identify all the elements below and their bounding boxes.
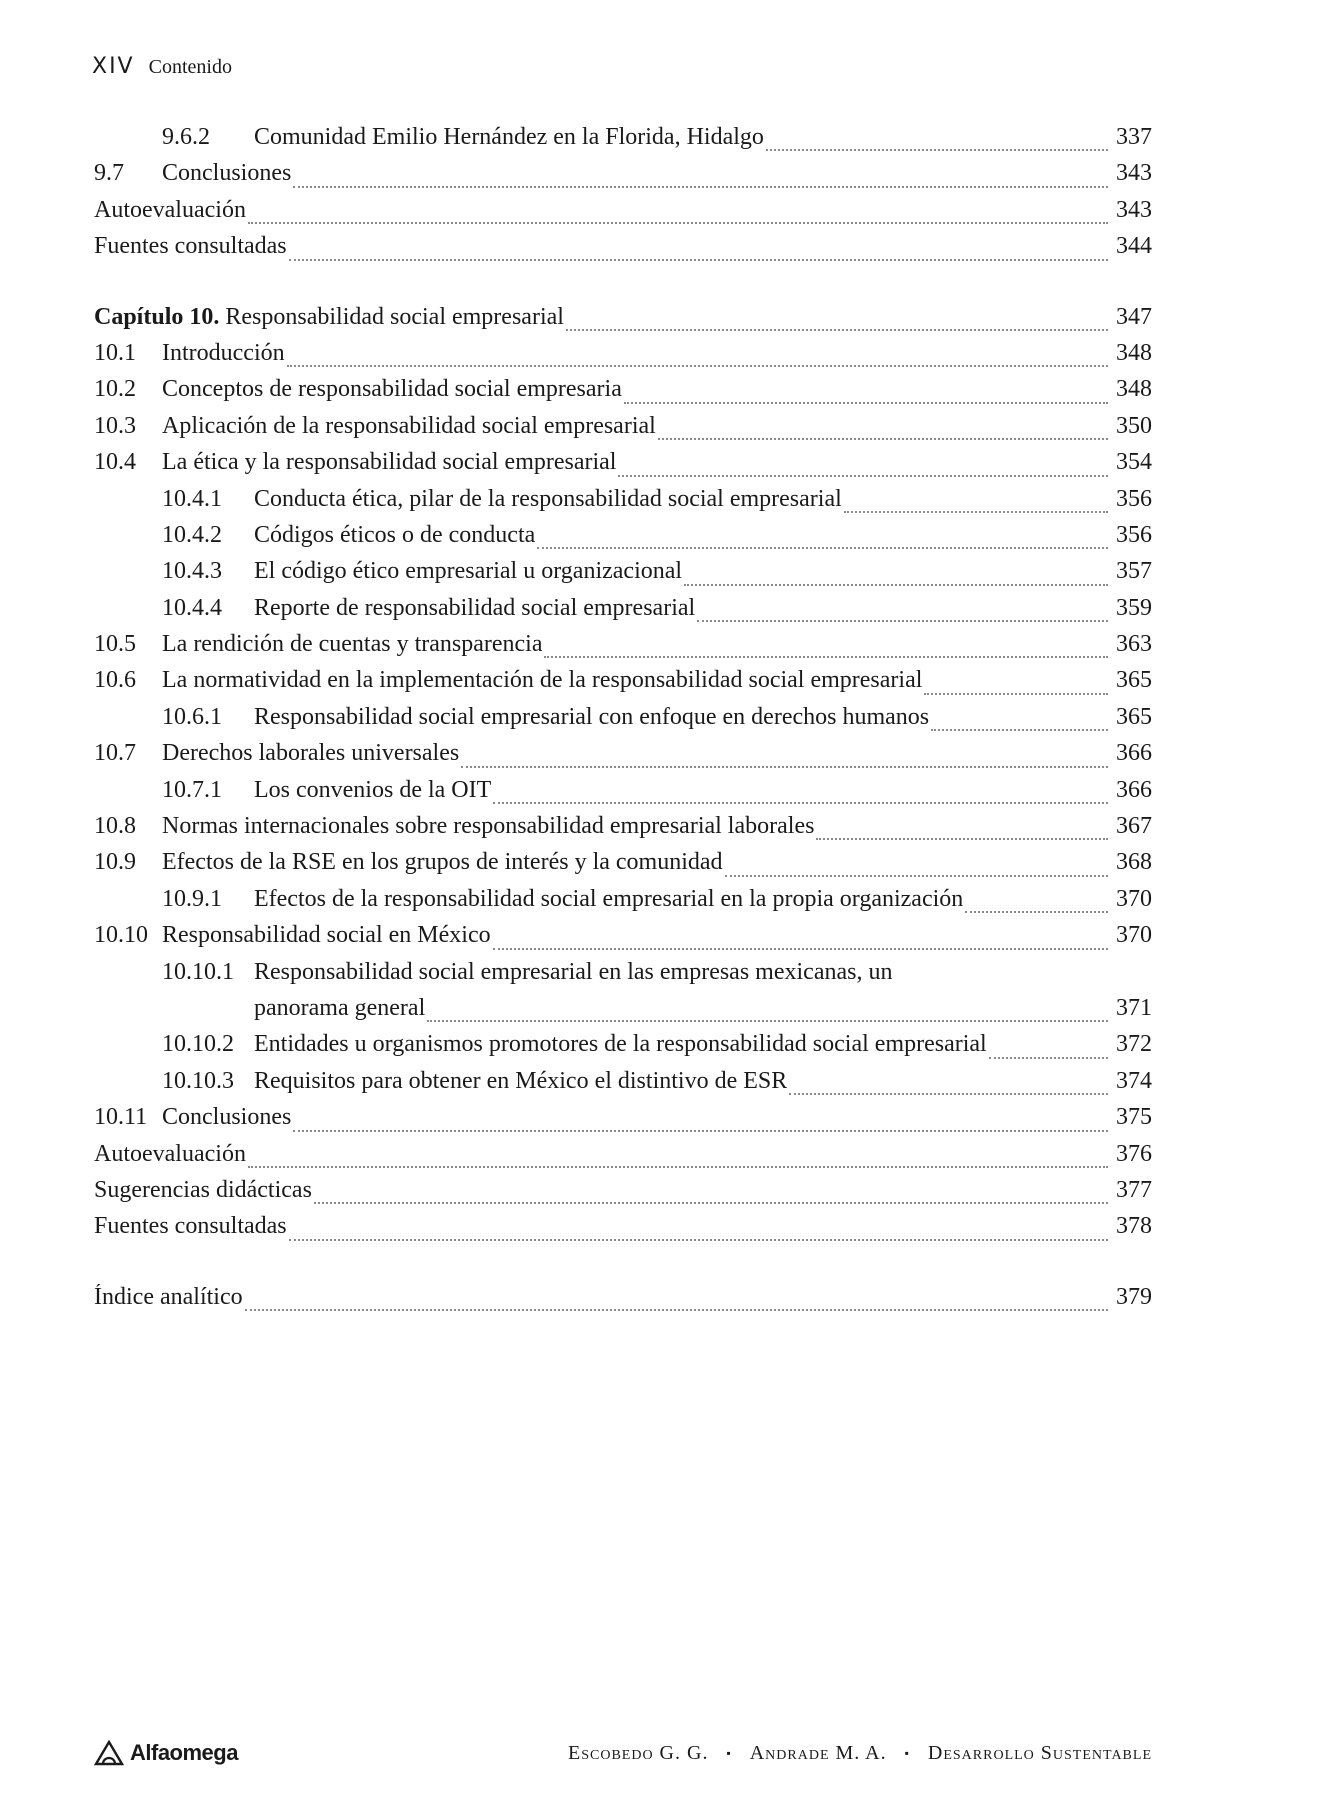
toc-entry [94, 413, 1152, 449]
toc-entry-page: 375 [1116, 1104, 1152, 1131]
toc-entry-title: Introducción [162, 339, 285, 366]
dot-leader [293, 1130, 1108, 1132]
section-title: Contenido [148, 56, 232, 78]
chapter-title: Responsabilidad social empresarial [219, 303, 564, 330]
dot-leader [493, 948, 1108, 950]
dot-leader [618, 475, 1108, 477]
toc-entry [94, 304, 1152, 340]
dot-leader [287, 365, 1108, 367]
toc-entry-page: 359 [1116, 594, 1152, 621]
toc-entry-number: 10.7.1 [162, 776, 222, 803]
toc-entry-number: 10.2 [94, 376, 136, 403]
toc-entry-page: 365 [1116, 667, 1152, 694]
dot-leader [658, 438, 1108, 440]
dot-leader [789, 1093, 1108, 1095]
toc-entry-number: 10.1 [94, 339, 136, 366]
toc-entry [94, 197, 1152, 233]
toc-entry [94, 1031, 1152, 1067]
toc-entry-page: 354 [1116, 449, 1152, 476]
toc-entry-title: Los convenios de la OIT [254, 776, 492, 803]
toc-entry-title: Efectos de la RSE en los grupos de interés y la comunidad [162, 849, 723, 876]
toc-entry-title: La normatividad en la implementación de la responsabilidad social empresarial [162, 667, 923, 694]
dot-leader [245, 1309, 1108, 1311]
toc-entry-title: Conceptos de responsabilidad social empresaria [162, 376, 622, 403]
toc-entry [94, 740, 1152, 776]
toc-entry-title: La rendición de cuentas y transparencia [162, 631, 543, 658]
dot-leader [931, 729, 1108, 731]
page-header [92, 54, 232, 79]
dot-leader [248, 222, 1108, 224]
dot-leader [289, 1239, 1108, 1241]
dot-leader [924, 693, 1108, 695]
toc-entry-page: 356 [1116, 521, 1152, 548]
chapter-label: Capítulo 10. [94, 303, 220, 330]
toc-entry-title: Normas internacionales sobre responsabilidad empresarial laborales [162, 813, 815, 840]
toc-entry-title: Códigos éticos o de conducta [254, 521, 536, 548]
toc-entry [94, 124, 1152, 160]
toc-entry-title: Conclusiones [162, 1104, 292, 1131]
dot-leader [816, 838, 1108, 840]
toc-entry [94, 449, 1152, 485]
toc-entry-page: 344 [1116, 233, 1152, 260]
toc-entry-title: La ética y la responsabilidad social empresarial [162, 449, 617, 476]
toc-entry-title: Conducta ética, pilar de la responsabilidad social empresarial [254, 485, 842, 512]
toc-entry-title: Fuentes consultadas [94, 1213, 287, 1240]
table-of-contents [94, 124, 1152, 1320]
toc-entry-title: Índice analítico [94, 1283, 243, 1310]
publisher-name: Alfaomega [130, 1740, 238, 1765]
toc-entry-title: Autoevaluación [94, 1140, 246, 1167]
toc-entry [94, 886, 1152, 922]
toc-entry-number: 10.4.4 [162, 594, 222, 621]
page-number: XIV [92, 54, 135, 79]
toc-entry-page: 343 [1116, 196, 1152, 223]
toc-entry-number: 9.7 [94, 160, 124, 187]
toc-entry [94, 813, 1152, 849]
toc-entry [94, 1284, 1152, 1320]
dot-leader [725, 875, 1108, 877]
dot-leader [965, 911, 1108, 913]
toc-entry-title: Requisitos para obtener en México el distintivo de ESR [254, 1067, 788, 1094]
toc-entry-number: 10.4.1 [162, 485, 222, 512]
dot-leader [844, 511, 1108, 513]
toc-entry-page: 365 [1116, 703, 1152, 730]
toc-entry-number: 10.4 [94, 449, 136, 476]
toc-entry-title: Sugerencias didácticas [94, 1176, 312, 1203]
dot-leader [989, 1057, 1108, 1059]
toc-entry-page: 366 [1116, 776, 1152, 803]
publisher-logo [94, 1740, 238, 1766]
toc-entry-title: Efectos de la responsabilidad social empresarial en la propia organización [254, 885, 964, 912]
separator-2: ▪ [904, 1745, 910, 1760]
toc-entry-number: 10.10.3 [162, 1067, 234, 1094]
dot-leader [493, 802, 1108, 804]
toc-entry-number: 10.4.3 [162, 558, 222, 585]
dot-leader [461, 766, 1108, 768]
toc-entry-title: Autoevaluación [94, 196, 246, 223]
toc-entry-title: El código ético empresarial u organizacional [254, 558, 683, 585]
dot-leader [427, 1020, 1108, 1022]
toc-entry-page: 368 [1116, 849, 1152, 876]
toc-entry [94, 995, 1152, 1031]
toc-entry-page: 370 [1116, 885, 1152, 912]
dot-leader [544, 656, 1108, 658]
toc-entry-number: 10.6.1 [162, 703, 222, 730]
alfaomega-logo-icon [94, 1740, 124, 1766]
toc-entry [94, 959, 1152, 995]
dot-leader [289, 259, 1108, 261]
toc-entry [94, 595, 1152, 631]
dot-leader [684, 584, 1108, 586]
book-credits [568, 1742, 1152, 1765]
toc-entry-number: 10.11 [94, 1104, 148, 1131]
book-title: Desarrollo Sustentable [927, 1741, 1152, 1764]
dot-leader [624, 402, 1108, 404]
toc-entry-number: 10.6 [94, 667, 136, 694]
toc-entry-page: 347 [1116, 303, 1152, 330]
toc-entry-title: Responsabilidad social empresarial con enfoque en derechos humanos [254, 703, 930, 730]
toc-entry-number: 10.8 [94, 813, 136, 840]
page-footer [94, 1740, 1152, 1766]
toc-entry-number: 10.9 [94, 849, 136, 876]
toc-entry [94, 340, 1152, 376]
toc-entry-title: Entidades u organismos promotores de la responsabilidad social empresarial [254, 1031, 987, 1058]
toc-entry [94, 233, 1152, 269]
toc-entry-number: 10.10.1 [162, 958, 234, 985]
toc-entry-title: Derechos laborales universales [162, 740, 460, 767]
toc-entry-page: 370 [1116, 922, 1152, 949]
toc-entry [94, 1104, 1152, 1140]
toc-entry-number: 10.10.2 [162, 1031, 234, 1058]
dot-leader [293, 186, 1108, 188]
toc-entry [94, 160, 1152, 196]
toc-entry-title: Conclusiones [162, 160, 292, 187]
toc-entry [94, 486, 1152, 522]
toc-entry-title: Fuentes consultadas [94, 233, 287, 260]
author-2: Andrade M. A. [749, 1741, 887, 1764]
toc-entry-number: 10.9.1 [162, 885, 222, 912]
dot-leader [697, 620, 1108, 622]
toc-entry [94, 1213, 1152, 1249]
toc-entry [94, 922, 1152, 958]
toc-entry-page: 374 [1116, 1067, 1152, 1094]
toc-entry-page: 367 [1116, 813, 1152, 840]
toc-entry-page: 343 [1116, 160, 1152, 187]
toc-entry-number: 10.10 [94, 922, 148, 949]
toc-entry-title [94, 304, 564, 331]
toc-entry-page: 337 [1116, 124, 1152, 150]
toc-entry [94, 849, 1152, 885]
dot-leader [566, 329, 1108, 331]
toc-entry-page: 350 [1116, 412, 1152, 439]
dot-leader [766, 149, 1108, 151]
toc-entry [94, 558, 1152, 594]
toc-entry [94, 1068, 1152, 1104]
toc-entry-page: 377 [1116, 1176, 1152, 1203]
toc-entry-page: 376 [1116, 1140, 1152, 1167]
toc-entry [94, 1141, 1152, 1177]
toc-entry-page: 348 [1116, 339, 1152, 366]
toc-entry-number: 10.5 [94, 631, 136, 658]
toc-entry [94, 704, 1152, 740]
toc-entry-number: 10.4.2 [162, 521, 222, 548]
dot-leader [537, 547, 1108, 549]
toc-entry-number: 9.6.2 [162, 124, 210, 150]
toc-entry-page: 366 [1116, 740, 1152, 767]
dot-leader [248, 1166, 1108, 1168]
toc-entry-page: 378 [1116, 1213, 1152, 1240]
toc-entry-page: 363 [1116, 631, 1152, 658]
toc-entry-page: 357 [1116, 558, 1152, 585]
toc-entry-page: 379 [1116, 1283, 1152, 1310]
toc-entry-page: 372 [1116, 1031, 1152, 1058]
toc-entry [94, 522, 1152, 558]
separator-1: ▪ [726, 1745, 732, 1760]
toc-entry [94, 777, 1152, 813]
toc-entry [94, 667, 1152, 703]
toc-entry [94, 376, 1152, 412]
toc-entry-title: panorama general [254, 994, 426, 1021]
toc-entry-title: Comunidad Emilio Hernández en la Florida, Hidalgo [254, 124, 764, 150]
toc-entry [94, 1177, 1152, 1213]
toc-entry-page: 356 [1116, 485, 1152, 512]
toc-entry-number: 10.7 [94, 740, 136, 767]
toc-entry [94, 631, 1152, 667]
author-1: Escobedo G. G. [568, 1741, 709, 1764]
toc-entry-title: Responsabilidad social empresarial en las empresas mexicanas, un [254, 958, 893, 985]
toc-entry-title: Aplicación de la responsabilidad social empresarial [162, 412, 656, 439]
toc-entry-page: 348 [1116, 376, 1152, 403]
toc-entry-page: 371 [1116, 994, 1152, 1021]
toc-entry-title: Reporte de responsabilidad social empresarial [254, 594, 696, 621]
toc-entry-title: Responsabilidad social en México [162, 922, 491, 949]
dot-leader [314, 1202, 1108, 1204]
toc-entry-number: 10.3 [94, 412, 136, 439]
